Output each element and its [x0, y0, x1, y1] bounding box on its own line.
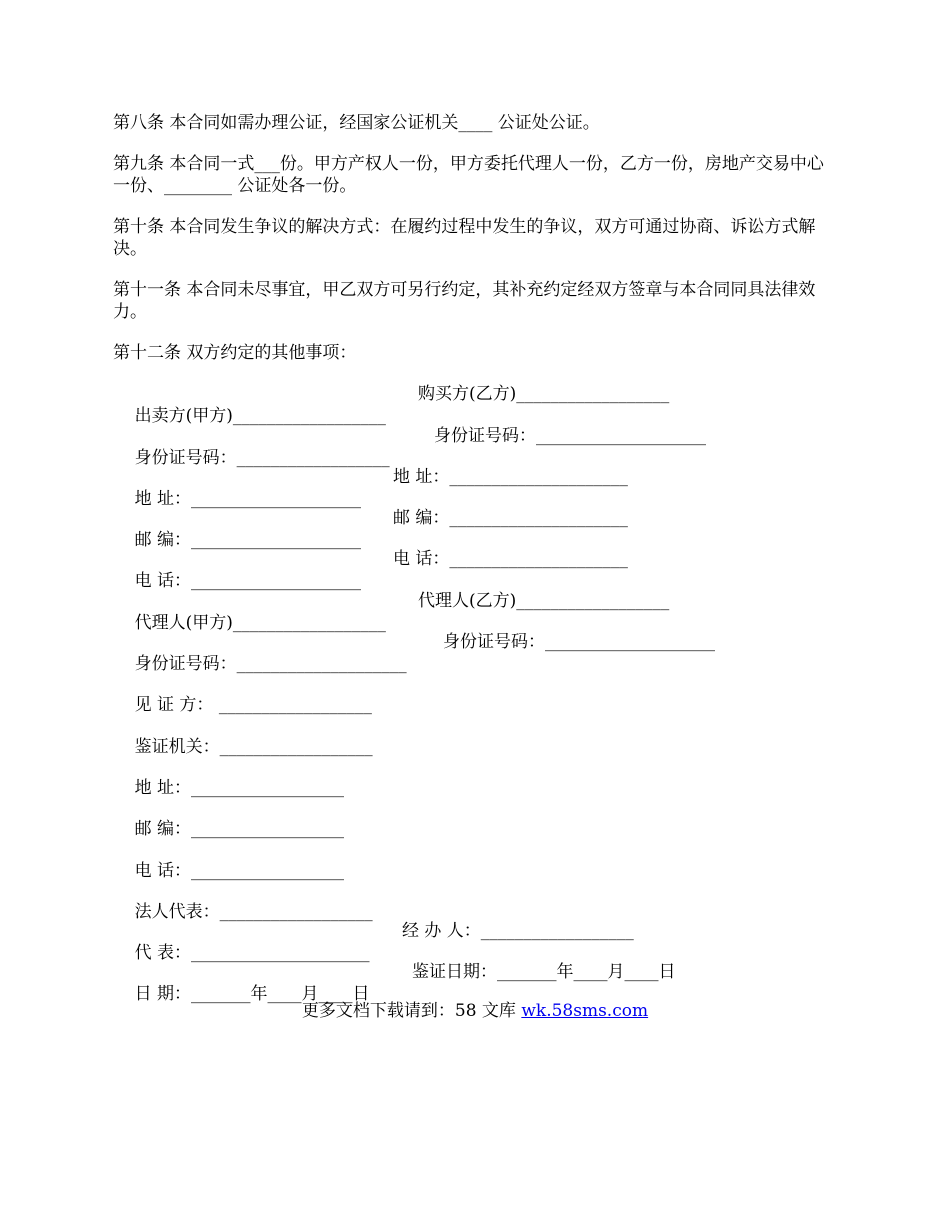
- authority-postcode-field: 邮 编：__________________: [134, 819, 345, 840]
- footer-link[interactable]: wk.58sms.com: [521, 1001, 649, 1021]
- legal-rep-field: 法人代表：__________________: [134, 901, 373, 922]
- agent-b-field: 代理人(乙方)__________________: [418, 590, 670, 611]
- witness-row: [113, 672, 838, 716]
- authority-row: [113, 714, 838, 757]
- agent-a-id-field: 身份证号码：____________________: [134, 654, 407, 675]
- article-8: 第八条 本合同如需办理公证，经国家公证机关____ 公证处公证。: [113, 113, 600, 133]
- buyer-address-field: 地 址：_____________________: [393, 466, 628, 487]
- representative-row: [113, 920, 838, 964]
- seller-field: 出卖方(甲方)__________________: [134, 406, 386, 427]
- authority-phone-field: 电 话：__________________: [134, 860, 345, 881]
- article-11: 第十一条 本合同未尽事宜，甲乙双方可另行约定，其补充约定经双方签章与本合同同具法律效力。: [113, 280, 816, 322]
- buyer-phone-field: 电 话：_____________________: [393, 549, 628, 570]
- witness-field: 见 证 方： __________________: [134, 695, 372, 716]
- party-id-row: [113, 425, 838, 468]
- authority-phone-row: [113, 838, 838, 881]
- party-postcode-row: [113, 507, 838, 551]
- seller-id-field: 身份证号码：__________________: [134, 447, 390, 468]
- article-9: 第九条 本合同一式___份。甲方产权人一份，甲方委托代理人一份，乙方一份，房地产交易中心一份、________ 公证处各一份。: [113, 154, 824, 196]
- agent-id-row: [113, 631, 838, 675]
- seller-address-field: 地 址：____________________: [134, 488, 362, 509]
- date-field: 日 期：_______年____月____日: [134, 984, 370, 1005]
- seller-postcode-field: 邮 编：____________________: [134, 530, 362, 551]
- agent-row: [113, 590, 838, 633]
- footer-text: 更多文档下载请到：58 文库: [301, 1001, 522, 1021]
- legal-rep-row: [113, 879, 838, 922]
- authority-postcode-row: [113, 796, 838, 840]
- article-10: 第十条 本合同发生争议的解决方式：在履约过程中发生的争议，双方可通过协商、诉讼方式解决。: [113, 217, 816, 259]
- agent-a-field: 代理人(甲方)__________________: [134, 612, 386, 633]
- buyer-field: 购买方(乙方)__________________: [418, 384, 670, 405]
- party-row: [113, 383, 838, 427]
- article-12: 第十二条 双方约定的其他事项：: [113, 343, 357, 363]
- download-footer: [0, 1000, 950, 1022]
- authority-address-field: 地 址：__________________: [134, 777, 345, 798]
- handler-field: 经 办 人：__________________: [402, 921, 634, 942]
- authority-field: 鉴证机关：__________________: [134, 736, 373, 757]
- buyer-id-field: 身份证号码：____________________: [434, 425, 706, 446]
- seller-phone-field: 电 话：____________________: [134, 571, 362, 592]
- agent-b-id-field: 身份证号码：____________________: [443, 632, 715, 653]
- date-row: [113, 961, 838, 1005]
- contract-page: [113, 112, 838, 1003]
- authority-address-row: [113, 755, 838, 798]
- verify-date-field: 鉴证日期：_______年____月____日: [412, 962, 676, 983]
- representative-field: 代 表：_____________________: [134, 943, 370, 964]
- party-address-row: [113, 466, 838, 509]
- party-phone-row: [113, 548, 838, 592]
- buyer-postcode-field: 邮 编：_____________________: [393, 508, 628, 529]
